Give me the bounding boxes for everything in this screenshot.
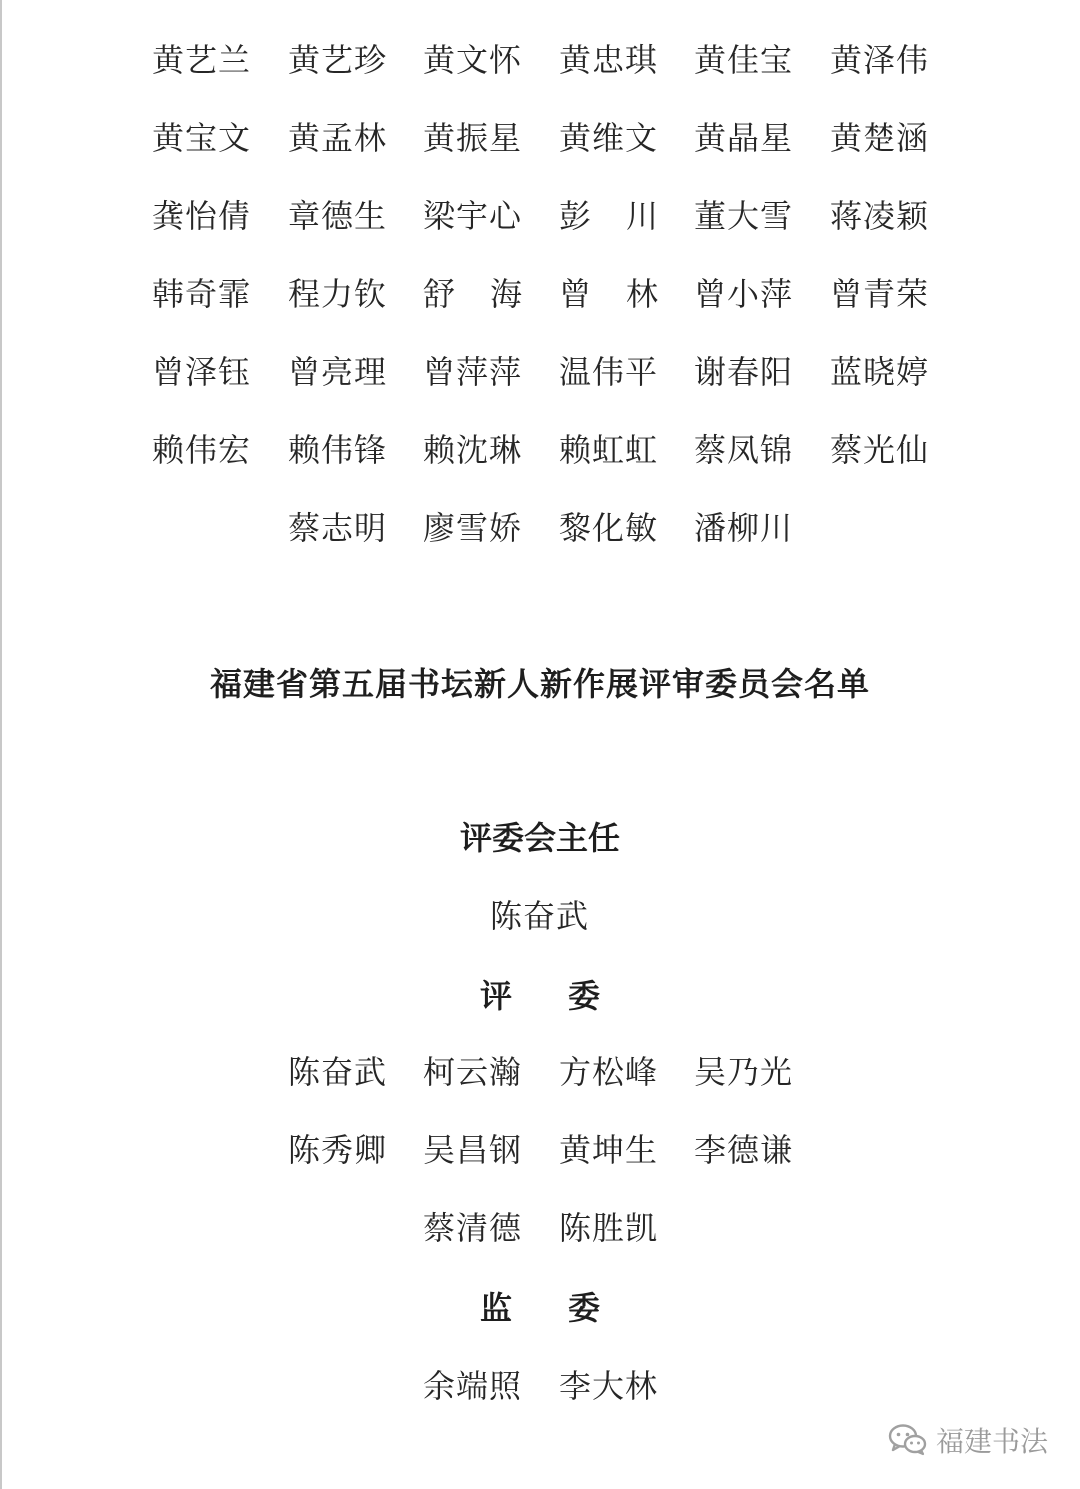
judges-heading-char: 委	[567, 977, 600, 1015]
winner-name: 韩奇霏	[152, 275, 252, 313]
winner-name: 彭 川	[559, 197, 659, 235]
winner-name: 黄宝文	[152, 119, 252, 157]
judge-name: 黄坤生	[559, 1131, 659, 1169]
winner-name: 曾泽钰	[152, 353, 252, 391]
winner-name: 曾青荣	[830, 275, 930, 313]
judge-name: 李德谦	[694, 1131, 794, 1169]
winner-name: 程力钦	[288, 275, 388, 313]
winner-name: 黄文怀	[423, 41, 523, 79]
wechat-icon	[888, 1423, 928, 1457]
director-heading: 评委会主任	[459, 819, 620, 857]
winner-name: 潘柳川	[694, 509, 794, 547]
winner-name: 赖伟锋	[288, 431, 388, 469]
watermark	[888, 1418, 1048, 1462]
winner-name: 章德生	[288, 197, 388, 235]
winner-name: 蔡志明	[288, 509, 388, 547]
winner-name: 曾萍萍	[423, 353, 523, 391]
winner-name: 黄艺兰	[152, 41, 252, 79]
winner-name: 温伟平	[559, 353, 659, 391]
winner-name: 黎化敏	[559, 509, 659, 547]
judge-name: 陈奋武	[288, 1053, 388, 1091]
winner-name: 黄维文	[559, 119, 659, 157]
judge-name: 吴昌钢	[423, 1131, 523, 1169]
winner-name: 龚怡倩	[152, 197, 252, 235]
judge-name: 柯云瀚	[423, 1053, 523, 1091]
winner-name: 舒 海	[423, 275, 523, 313]
winner-name: 黄振星	[423, 119, 523, 157]
winner-name: 赖伟宏	[152, 431, 252, 469]
judge-name: 陈秀卿	[288, 1131, 388, 1169]
winner-name: 梁宇心	[423, 197, 523, 235]
judge-name: 陈胜凯	[559, 1209, 659, 1247]
winner-name: 蔡光仙	[830, 431, 930, 469]
winner-name: 赖沈琳	[423, 431, 523, 469]
winner-name: 董大雪	[694, 197, 794, 235]
winner-name: 黄忠琪	[559, 41, 659, 79]
supervisors-heading-char: 监	[480, 1289, 513, 1327]
judges-heading	[0, 974, 1080, 1018]
winner-name: 蔡凤锦	[694, 431, 794, 469]
committee-title: 福建省第五届书坛新人新作展评审委员会名单	[209, 665, 870, 703]
winner-name: 黄艺珍	[288, 41, 388, 79]
winner-name: 廖雪娇	[423, 509, 523, 547]
director-name: 陈奋武	[490, 897, 590, 935]
winner-name: 赖虹虹	[559, 431, 659, 469]
winner-name: 曾小萍	[694, 275, 794, 313]
supervisors-heading	[0, 1286, 1080, 1330]
judge-name: 方松峰	[559, 1053, 659, 1091]
supervisors-heading-char: 委	[567, 1289, 600, 1327]
winner-name: 黄楚涵	[830, 119, 930, 157]
winner-name: 黄佳宝	[694, 41, 794, 79]
judge-name: 蔡清德	[423, 1209, 523, 1247]
judges-heading-char: 评	[480, 977, 513, 1015]
winner-name: 谢春阳	[694, 353, 794, 391]
watermark-text: 福建书法	[936, 1425, 1049, 1458]
supervisor-name: 余端照	[423, 1367, 523, 1405]
supervisor-name: 李大林	[559, 1367, 659, 1405]
winner-name: 蒋凌颖	[830, 197, 930, 235]
winner-name: 蓝晓婷	[830, 353, 930, 391]
winner-name: 黄泽伟	[830, 41, 930, 79]
winner-name: 黄晶星	[694, 119, 794, 157]
winner-name: 曾 林	[559, 275, 659, 313]
winner-name: 黄孟林	[288, 119, 388, 157]
winner-name: 曾亮理	[288, 353, 388, 391]
judge-name: 吴乃光	[694, 1053, 794, 1091]
